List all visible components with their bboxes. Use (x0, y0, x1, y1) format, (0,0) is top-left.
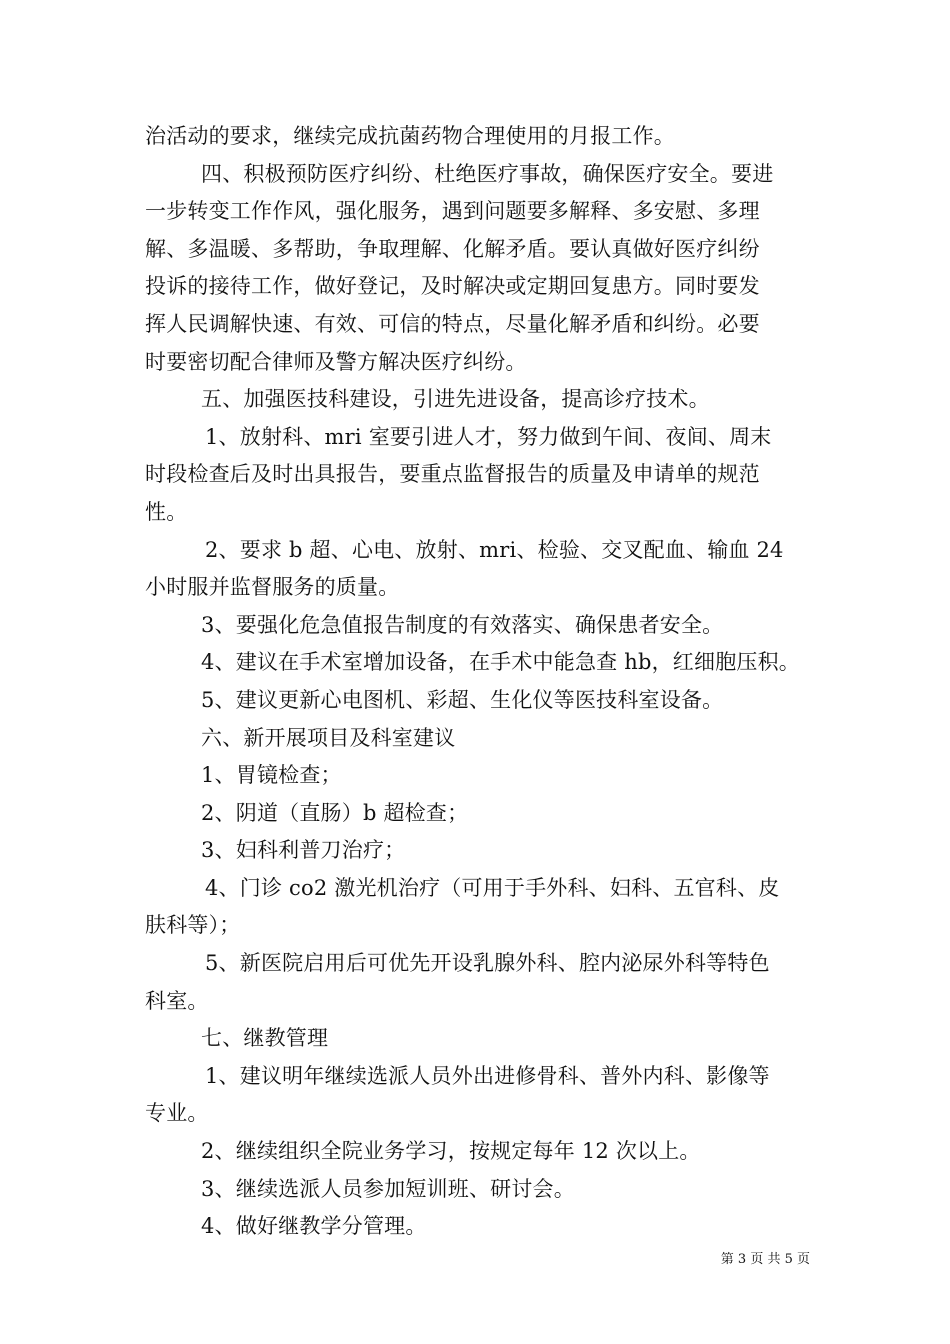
text-line: 解、多温暖、多帮助，争取理解、化解矛盾。要认真做好医疗纠纷 (145, 236, 760, 261)
text-line: 科室。 (145, 988, 209, 1013)
list-item: 4、门诊 co2 激光机治疗（可用于手外科、妇科、五官科、皮 (205, 875, 780, 900)
list-item: 4、做好继教学分管理。 (201, 1214, 427, 1239)
text-line: 专业。 (145, 1101, 209, 1126)
list-item: 2、阴道（直肠）b 超检查； (201, 800, 469, 825)
page-number-footer: 第 3 页 共 5 页 (720, 1252, 810, 1267)
section-heading-4: 四、积极预防医疗纠纷、杜绝医疗事故，确保医疗安全。要进 (201, 161, 774, 186)
list-item: 3、妇科利普刀治疗； (201, 838, 406, 863)
text-line: 投诉的接待工作，做好登记，及时解决或定期回复患方。同时要发 (145, 274, 760, 299)
text-line: 小时服并监督服务的质量。 (145, 575, 400, 600)
text-line: 时段检查后及时出具报告，要重点监督报告的质量及申请单的规范 (145, 462, 760, 487)
list-item: 1、建议明年继续选派人员外出进修骨科、普外内科、影像等 (205, 1063, 770, 1088)
document-body (145, 118, 815, 1246)
section-heading-7: 七、继教管理 (201, 1026, 329, 1051)
list-item: 2、继续组织全院业务学习，按规定每年 12 次以上。 (201, 1139, 701, 1164)
list-item: 1、放射科、mri 室要引进人才，努力做到午间、夜间、周末 (205, 424, 772, 449)
list-item: 4、建议在手术室增加设备，在手术中能急查 hb，红细胞压积。 (201, 650, 801, 675)
list-item: 5、建议更新心电图机、彩超、生化仪等医技科室设备。 (201, 687, 724, 712)
section-heading-6: 六、新开展项目及科室建议 (201, 725, 456, 750)
list-item: 1、胃镜检查； (201, 763, 342, 788)
list-item: 3、继续选派人员参加短训班、研讨会。 (201, 1176, 575, 1201)
list-item: 2、要求 b 超、心电、放射、mri、检验、交叉配血、输血 24 (205, 537, 784, 562)
section-heading-5: 五、加强医技科建设，引进先进设备，提高诊疗技术。 (201, 387, 710, 412)
text-line: 治活动的要求，继续完成抗菌药物合理使用的月报工作。 (145, 124, 675, 148)
text-line: 性。 (145, 499, 188, 524)
text-line: 挥人民调解快速、有效、可信的特点，尽量化解矛盾和纠纷。必要 (145, 311, 760, 336)
text-line: 肤科等）； (145, 913, 241, 938)
list-item: 3、要强化危急值报告制度的有效落实、确保患者安全。 (201, 612, 724, 637)
text-line: 时要密切配合律师及警方解决医疗纠纷。 (145, 349, 527, 374)
list-item: 5、新医院启用后可优先开设乳腺外科、腔内泌尿外科等特色 (205, 951, 770, 976)
text-line: 一步转变工作作风，强化服务，遇到问题要多解释、多安慰、多理 (145, 199, 760, 224)
